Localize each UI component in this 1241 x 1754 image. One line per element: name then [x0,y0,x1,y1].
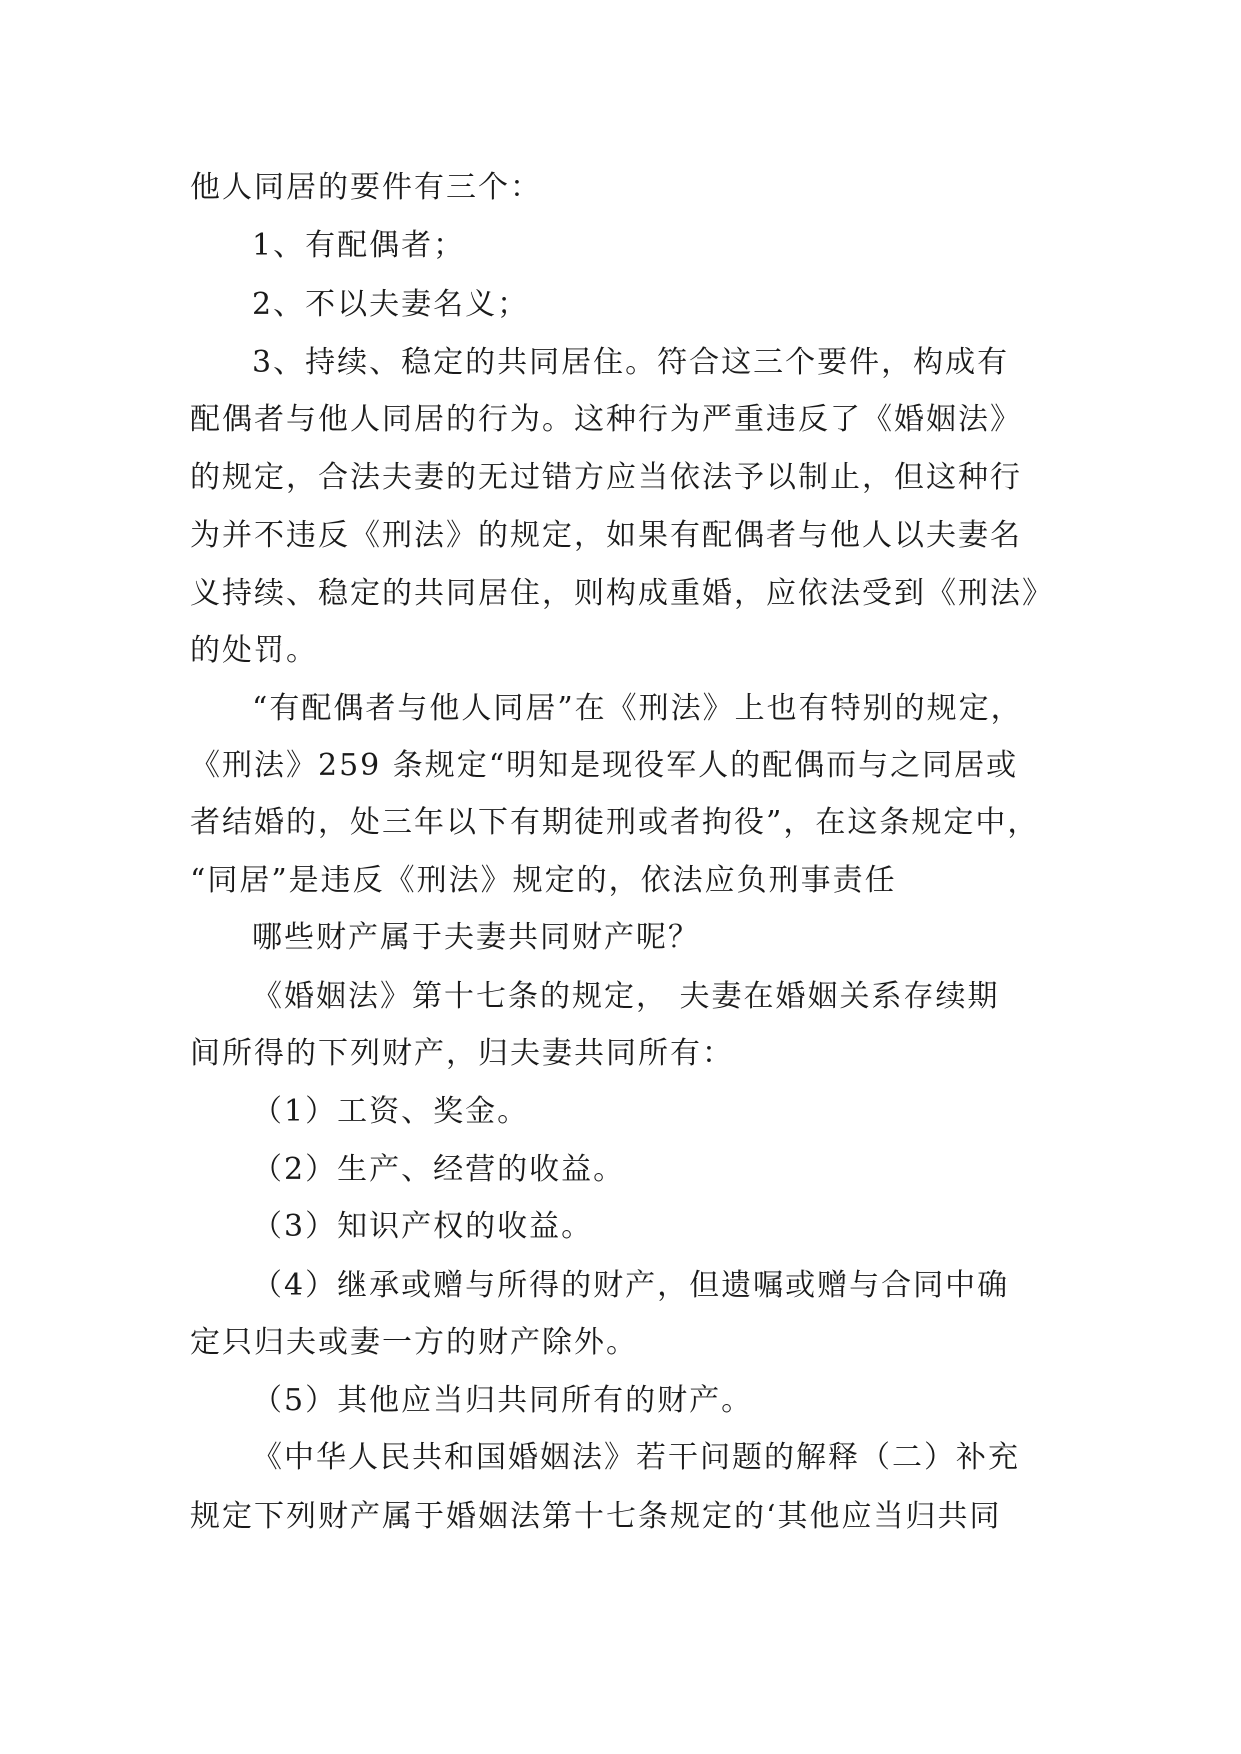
text-line: （1）工资、奖金。 [252,1094,530,1129]
text-line: 2、不以夫妻名义； [252,287,530,322]
text-line: 的处罚。 [190,633,318,668]
text-line: 配偶者与他人同居的行为。这种行为严重违反了《婚姻法》 [190,402,1022,437]
text-line: （5）其他应当归共同所有的财产。 [252,1383,754,1418]
text-line: 为并不违反《刑法》的规定，如果有配偶者与他人以夫妻名 [190,518,1022,553]
text-line: “有配偶者与他人同居”在《刑法》上也有特别的规定， [252,691,1023,726]
text-line: “同居”是违反《刑法》规定的，依法应负刑事责任 [190,863,897,898]
text-line: 《刑法》259 条规定“明知是现役军人的配偶而与之同居或 [190,748,1019,783]
text-line: 规定下列财产属于婚姻法第十七条规定的‘其他应当归共同 [190,1499,1002,1534]
text-line: （4）继承或赠与所得的财产，但遗嘱或赠与合同中确 [252,1268,1010,1303]
text-line: （2）生产、经营的收益。 [252,1152,626,1187]
text-line: 的规定，合法夫妻的无过错方应当依法予以制止，但这种行 [190,460,1022,495]
text-line: 者结婚的，处三年以下有期徒刑或者拘役”，在这条规定中， [190,805,1040,840]
text-line: 间所得的下列财产，归夫妻共同所有： [190,1036,734,1071]
text-line: 3、持续、稳定的共同居住。符合这三个要件，构成有 [252,345,1010,380]
text-line: 他人同居的要件有三个： [190,170,542,205]
text-line: 定只归夫或妻一方的财产除外。 [190,1325,638,1360]
text-line: 1、有配偶者； [252,228,466,263]
text-line: 义持续、稳定的共同居住，则构成重婚，应依法受到《刑法》 [190,576,1054,611]
text-line: （3）知识产权的收益。 [252,1209,594,1244]
text-line: 《中华人民共和国婚姻法》若干问题的解释（二）补充 [252,1440,1020,1475]
text-line: 《婚姻法》第十七条的规定， 夫妻在婚姻关系存续期 [252,979,1000,1014]
text-line: 哪些财产属于夫妻共同财产呢？ [252,920,700,955]
